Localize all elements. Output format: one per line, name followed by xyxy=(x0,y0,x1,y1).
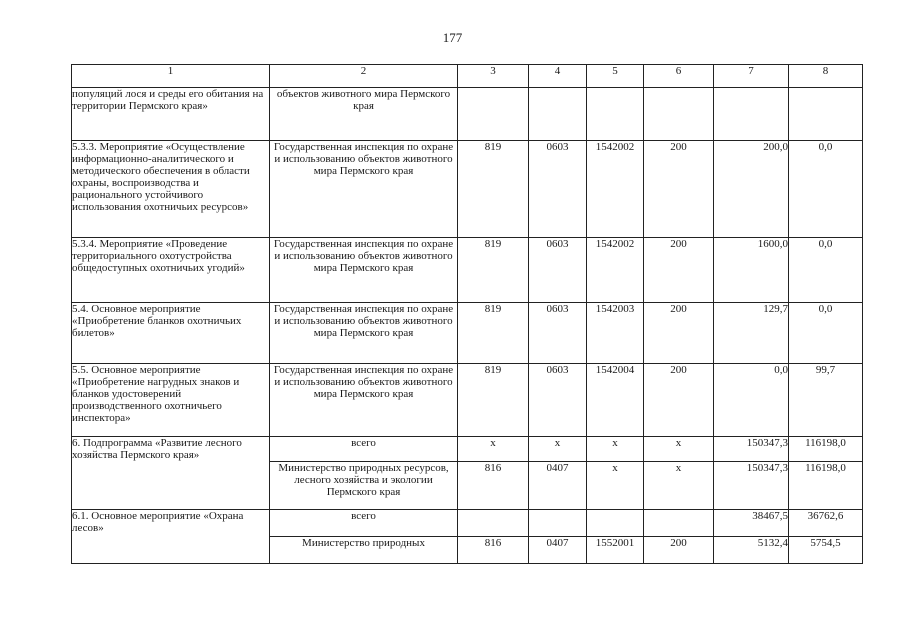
cell-c5: x xyxy=(587,462,644,510)
header-cell: 7 xyxy=(714,65,789,88)
cell-c4 xyxy=(529,88,587,141)
table-row xyxy=(72,364,863,437)
table-row xyxy=(72,238,863,303)
budget-table xyxy=(71,64,863,564)
executor: Министерство природных ресурсов, лесного хозяйства и экологии Пермского края xyxy=(270,462,458,510)
header-cell: 5 xyxy=(587,65,644,88)
table-row xyxy=(72,510,863,537)
cell-c6: 200 xyxy=(644,303,714,364)
header-row xyxy=(72,65,863,88)
table-row xyxy=(72,141,863,238)
page-number: 177 xyxy=(442,30,463,45)
cell-c3 xyxy=(458,88,529,141)
cell-c8: 0,0 xyxy=(789,303,863,364)
cell-c6: 200 xyxy=(644,364,714,437)
header-cell: 8 xyxy=(789,65,863,88)
executor: Государственная инспекция по охране и использованию объектов животного мира Пермского края xyxy=(270,303,458,364)
header-cell: 4 xyxy=(529,65,587,88)
executor: Министерство природных xyxy=(270,537,458,564)
cell-c3 xyxy=(458,510,529,537)
cell-c5: x xyxy=(587,437,644,462)
cell-c6: x xyxy=(644,437,714,462)
table-row xyxy=(72,303,863,364)
measure-name: 6. Подпрограмма «Развитие лесного хозяйства Пермского края» xyxy=(72,437,270,510)
cell-c7: 38467,5 xyxy=(714,510,789,537)
executor: Государственная инспекция по охране и использованию объектов животного мира Пермского края xyxy=(270,141,458,238)
cell-c7 xyxy=(714,88,789,141)
cell-c8: 116198,0 xyxy=(789,462,863,510)
cell-c4: 0603 xyxy=(529,303,587,364)
cell-c4: x xyxy=(529,437,587,462)
executor: всего xyxy=(270,437,458,462)
cell-c8: 0,0 xyxy=(789,238,863,303)
cell-c8: 36762,6 xyxy=(789,510,863,537)
cell-c3: 819 xyxy=(458,141,529,238)
measure-name: 6.1. Основное мероприятие «Охрана лесов» xyxy=(72,510,270,564)
cell-c5 xyxy=(587,510,644,537)
cell-c8: 116198,0 xyxy=(789,437,863,462)
cell-c5: 1542003 xyxy=(587,303,644,364)
executor: Государственная инспекция по охране и использованию объектов животного мира Пермского края xyxy=(270,238,458,303)
cell-c4: 0603 xyxy=(529,364,587,437)
cell-c3: 816 xyxy=(458,462,529,510)
cell-c7: 0,0 xyxy=(714,364,789,437)
table-row xyxy=(72,437,863,462)
measure-name: 5.5. Основное мероприятие «Приобретение нагрудных знаков и бланков удостоверений производственного охотничьего инспектора» xyxy=(72,364,270,437)
header-cell: 3 xyxy=(458,65,529,88)
cell-c6: x xyxy=(644,462,714,510)
cell-c6: 200 xyxy=(644,141,714,238)
measure-name: 5.4. Основное мероприятие «Приобретение бланков охотничьих билетов» xyxy=(72,303,270,364)
cell-c5 xyxy=(587,88,644,141)
cell-c4: 0407 xyxy=(529,537,587,564)
cell-c8: 99,7 xyxy=(789,364,863,437)
cell-c4: 0407 xyxy=(529,462,587,510)
cell-c8: 0,0 xyxy=(789,141,863,238)
cell-c3: 819 xyxy=(458,303,529,364)
executor: Государственная инспекция по охране и использованию объектов животного мира Пермского края xyxy=(270,364,458,437)
header-cell: 1 xyxy=(72,65,270,88)
cell-c6: 200 xyxy=(644,238,714,303)
cell-c6: 200 xyxy=(644,537,714,564)
cell-c5: 1542002 xyxy=(587,238,644,303)
header-cell: 6 xyxy=(644,65,714,88)
cell-c3: x xyxy=(458,437,529,462)
cell-c3: 819 xyxy=(458,238,529,303)
cell-c7: 200,0 xyxy=(714,141,789,238)
cell-c4: 0603 xyxy=(529,238,587,303)
cell-c8 xyxy=(789,88,863,141)
cell-c5: 1542004 xyxy=(587,364,644,437)
cell-c5: 1552001 xyxy=(587,537,644,564)
cell-c6 xyxy=(644,510,714,537)
measure-name: 5.3.3. Мероприятие «Осуществление информационно-аналитического и методического обеспечения в области охраны, воспроизводства и рационального устойчивого использования охотничьих ресурсов» xyxy=(72,141,270,238)
cell-c7: 1600,0 xyxy=(714,238,789,303)
cell-c4 xyxy=(529,510,587,537)
cell-c6 xyxy=(644,88,714,141)
cell-c5: 1542002 xyxy=(587,141,644,238)
cell-c8: 5754,5 xyxy=(789,537,863,564)
measure-name: 5.3.4. Мероприятие «Проведение территориального охотустройства общедоступных охотничьих угодий» xyxy=(72,238,270,303)
measure-name: популяций лося и среды его обитания на территории Пермского края» xyxy=(72,88,270,141)
cell-c7: 129,7 xyxy=(714,303,789,364)
executor: всего xyxy=(270,510,458,537)
cell-c3: 816 xyxy=(458,537,529,564)
header-cell: 2 xyxy=(270,65,458,88)
cell-c7: 5132,4 xyxy=(714,537,789,564)
cell-c7: 150347,3 xyxy=(714,462,789,510)
cell-c7: 150347,3 xyxy=(714,437,789,462)
cell-c3: 819 xyxy=(458,364,529,437)
cell-c4: 0603 xyxy=(529,141,587,238)
table-row xyxy=(72,88,863,141)
executor: объектов животного мира Пермского края xyxy=(270,88,458,141)
